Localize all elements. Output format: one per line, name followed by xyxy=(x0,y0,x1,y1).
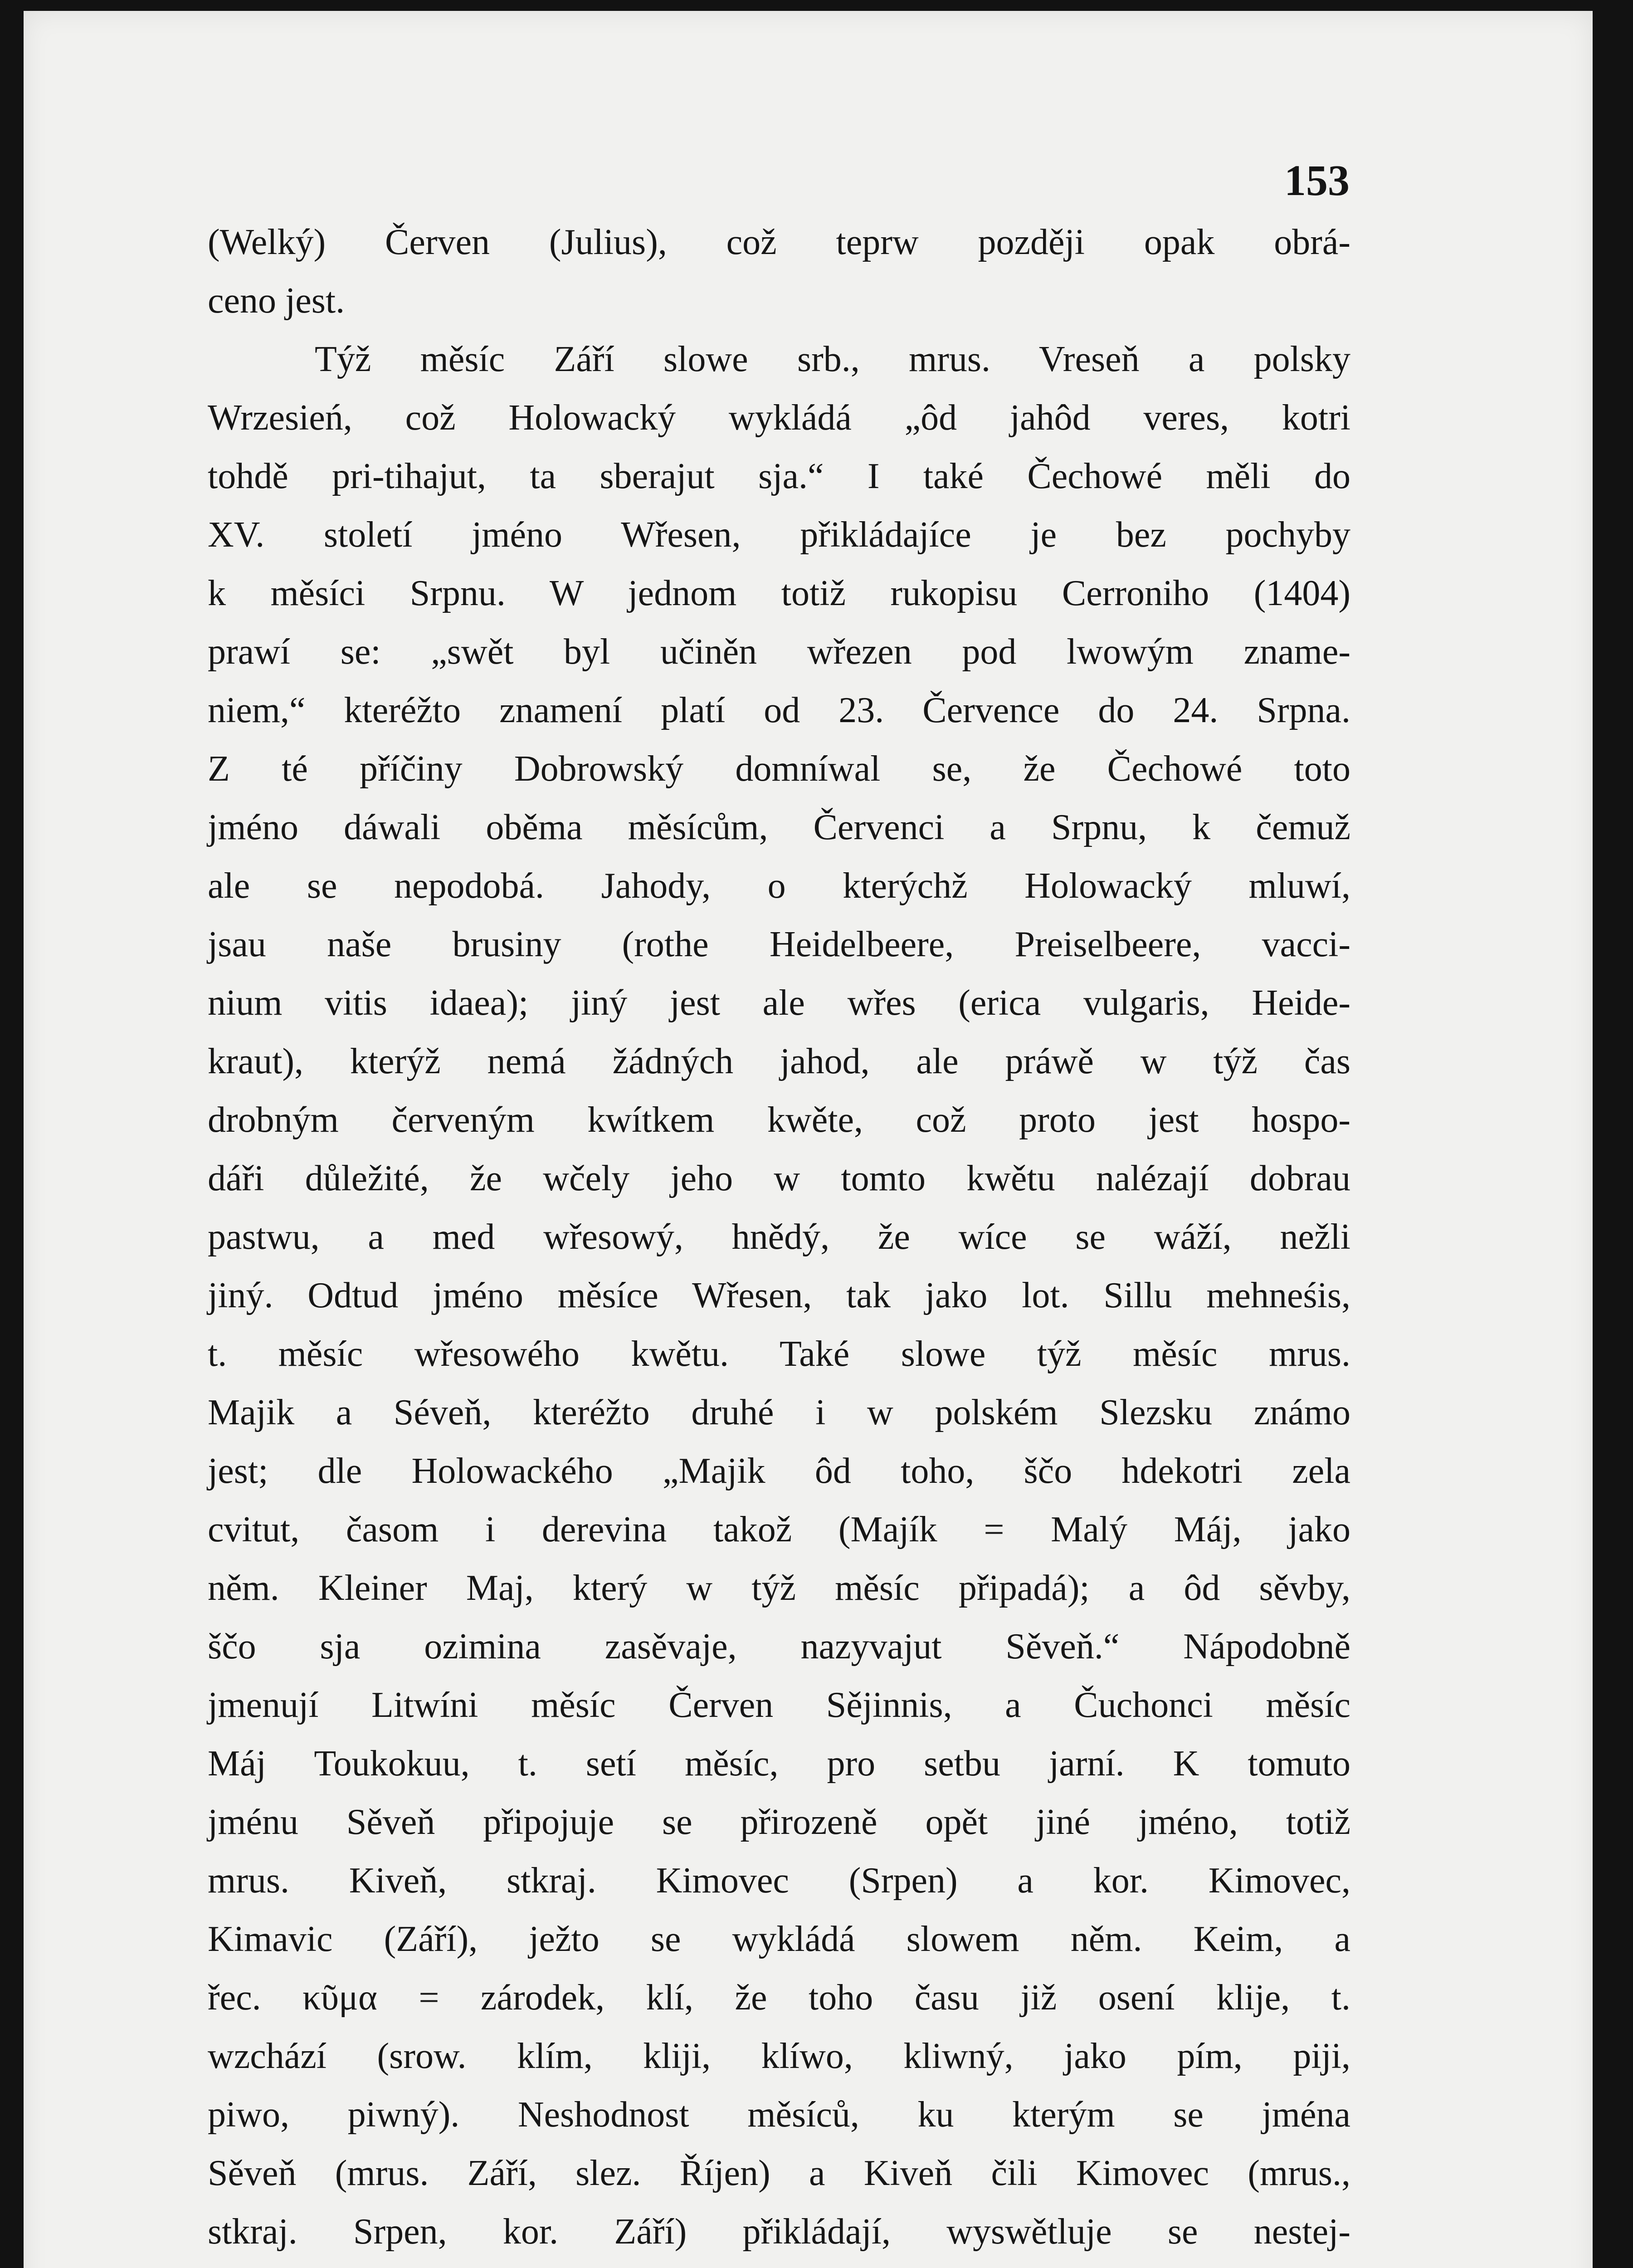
text-line: Týž měsíc Září slowe srb., mrus. Vreseň a polsky xyxy=(315,339,1350,379)
text-line: cvitut, časom i derevina takož (Majík = Malý Máj, jako xyxy=(208,1510,1350,1549)
text-line: stkraj. Srpen, kor. Září) přikládají, wyswětluje se nestej- xyxy=(208,2212,1350,2252)
text-line: jiný. Odtud jméno měsíce Wřesen, tak jako lot. Sillu mehneśis, xyxy=(208,1276,1350,1315)
text-line: Kimavic (Září), ježto se wykládá slowem něm. Keim, a xyxy=(208,1919,1350,1959)
text-line: dáři důležité, že wčely jeho w tomto kwětu nalézají dobrau xyxy=(208,1158,1350,1198)
text-line: prawí se: „swět byl učiněn wřezen pod lwowým zname- xyxy=(208,632,1350,672)
text-line: wzchází (srow. klím, kliji, klíwo, kliwný, jako pím, piji, xyxy=(208,2036,1350,2076)
text-line: tohdě pri-tihajut, ta sberajut sja.“ I také Čechowé měli do xyxy=(208,456,1350,496)
text-line: ščo sja ozimina zasěvaje, nazyvajut Sěveň.“ Nápodobně xyxy=(208,1627,1350,1667)
text-line: (Welký) Červen (Julius), což teprw později opak obrá- xyxy=(208,222,1350,262)
text-line: Majik a Séveň, kteréžto druhé i w polském Slezsku známo xyxy=(208,1393,1350,1432)
text-line: nium vitis idaea); jiný jest ale wřes (erica vulgaris, Heide- xyxy=(208,983,1350,1023)
text-line: kraut), kterýž nemá žádných jahod, ale práwě w týž čas xyxy=(208,1041,1350,1081)
text-line: Z té příčiny Dobrowský domníwal se, že Čechowé toto xyxy=(208,749,1350,789)
text-line: ale se nepodobá. Jahody, o kterýchž Holowacký mluwí, xyxy=(208,866,1350,906)
text-line: niem,“ kteréžto znamení platí od 23. Července do 24. Srpna. xyxy=(208,690,1350,730)
text-line: řec. κῦμα = zárodek, klí, že toho času již osení klije, t. xyxy=(208,1978,1350,2018)
text-line: ceno jest. xyxy=(208,281,345,321)
text-line: jmenují Litwíni měsíc Červen Sějinnis, a Čuchonci měsíc xyxy=(208,1685,1350,1725)
text-line: jest; dle Holowackého „Majik ôd toho, ščo hdekotri zela xyxy=(208,1451,1350,1491)
page-text xyxy=(208,213,1350,2268)
text-line: t. měsíc wřesowého kwětu. Také slowe týž měsíc mrus. xyxy=(208,1334,1350,1374)
text-line: k měsíci Srpnu. W jednom totiž rukopisu Cerroniho (1404) xyxy=(208,573,1350,613)
text-line: Máj Toukokuu, t. setí měsíc, pro setbu jarní. K tomuto xyxy=(208,1744,1350,1784)
text-line: mrus. Kiveň, stkraj. Kimovec (Srpen) a kor. Kimovec, xyxy=(208,1861,1350,1901)
text-line: pastwu, a med wřesowý, hnědý, že wíce se wáží, nežli xyxy=(208,1217,1350,1257)
text-line: XV. století jméno Wřesen, přikládajíce je bez pochyby xyxy=(208,515,1350,555)
text-line: piwo, piwný). Neshodnost měsíců, ku kterým se jména xyxy=(208,2095,1350,2135)
text-line: jménu Sěveň připojuje se přirozeně opět jiné jméno, totiž xyxy=(208,1802,1350,1842)
text-line: něm. Kleiner Maj, který w týž měsíc připadá); a ôd sěvby, xyxy=(208,1568,1350,1608)
page-number: 153 xyxy=(1284,156,1350,205)
text-line: jméno dáwali oběma měsícům, Červenci a Srpnu, k čemuž xyxy=(208,807,1350,847)
text-line: Wrzesień, což Holowacký wykládá „ôd jahôd veres, kotri xyxy=(208,398,1350,438)
text-line xyxy=(208,2261,1350,2268)
text-line: Sěveň (mrus. Září, slez. Říjen) a Kiveň čili Kimovec (mrus., xyxy=(208,2153,1350,2193)
text-line: jsau naše brusiny (rothe Heidelbeere, Preiselbeere, vacci- xyxy=(208,924,1350,964)
text-line: drobným červeným kwítkem kwěte, což proto jest hospo- xyxy=(208,1100,1350,1140)
